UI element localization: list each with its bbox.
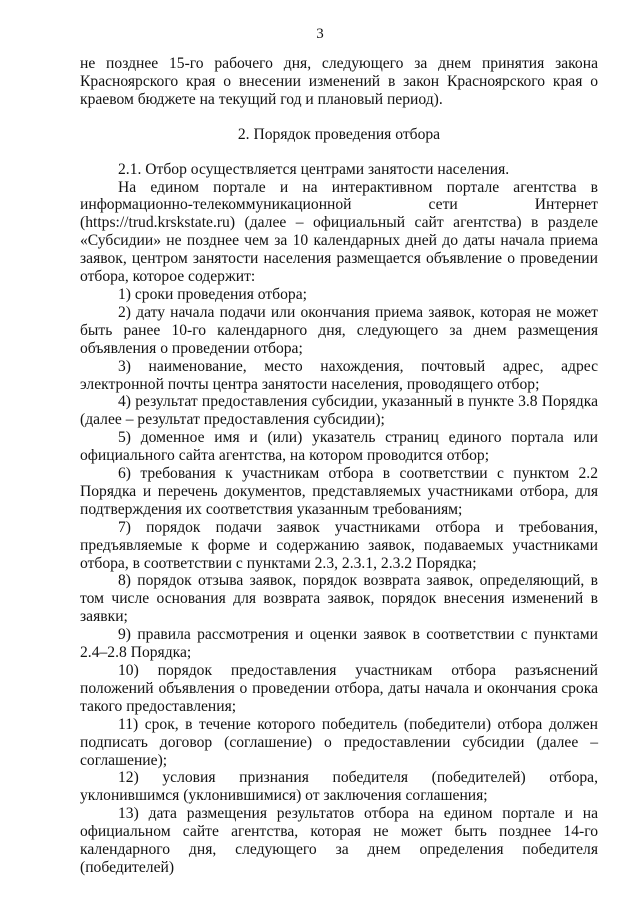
list-item-5: 5) доменное имя и (или) указатель страниц единого портала или официального сайта агентства, на котором проводится отбор; bbox=[80, 429, 598, 465]
list-item-1: 1) сроки проведения отбора; bbox=[118, 285, 307, 303]
paragraph-2-1: 2.1. Отбор осуществляется центрами занятости населения. bbox=[118, 160, 510, 178]
list-item-3: 3) наименование, место нахождения, почтовый адрес, адрес электронной почты центра занятости населения, проводящего отбор; bbox=[80, 357, 598, 393]
list-item-11: 11) срок, в течение которого победитель (победители) отбора должен подписать договор (соглашение) о предоставлении субсидии (далее – соглашение); bbox=[80, 715, 598, 769]
list-item-12: 12) условия признания победителя (победителей) отбора, уклонившимся (уклонившимися) от заключения соглашения; bbox=[80, 769, 598, 805]
list-item-9: 9) правила рассмотрения и оценки заявок в соответствии с пунктами 2.4–2.8 Порядка; bbox=[80, 626, 598, 662]
list-item-7: 7) порядок подачи заявок участниками отбора и требования, предъявляемые к форме и содержанию заявок, подаваемых участниками отбора, в соответствии с пунктами 2.3, 2.3.1, 2.3.2 Порядка; bbox=[80, 518, 598, 572]
section-heading: 2. Порядок проведения отбора bbox=[237, 125, 441, 143]
list-item-2: 2) дату начала подачи или окончания приема заявок, которая не может быть ранее 10-го календарного дня, следующего за днем размещения объявления о проведении отбора; bbox=[80, 303, 598, 357]
page-number: 3 bbox=[316, 26, 324, 42]
paragraph-announcement: На едином портале и на интерактивном портале агентства в информационно-телекоммуникационной сети Интернет (https://trud.krskstate.ru) (далее – официальный сайт агентства) в разделе «Субсидии» не позднее чем за 10 календарных дней до даты начала приема заявок, центром занятости населения размещается объявление о проведении отбора, которое содержит: bbox=[80, 178, 598, 286]
list-item-6: 6) требования к участникам отбора в соответствии с пунктом 2.2 Порядка и перечень документов, представляемых участниками отбора, для подтверждения их соответствия указанным требованиям; bbox=[80, 465, 598, 518]
list-item-10: 10) порядок предоставления участникам отбора разъяснений положений объявления о проведении отбора, даты начала и окончания срока такого предоставления; bbox=[80, 662, 598, 715]
list-item-13: 13) дата размещения результатов отбора на едином портале и на официальном сайте агентства, которая не может быть позднее 14-го календарного дня, следующего за днем определения победителя (победителей) bbox=[80, 805, 598, 876]
document-body bbox=[80, 55, 598, 877]
intro-paragraph: не позднее 15-го рабочего дня, следующего за днем принятия закона Красноярского края о внесении изменений в закон Красноярского края о краевом бюджете на текущий год и плановый период). bbox=[80, 55, 598, 108]
list-item-4: 4) результат предоставления субсидии, указанный в пункте 3.8 Порядка (далее – результат предоставления субсидии); bbox=[80, 393, 598, 429]
list-item-8: 8) порядок отзыва заявок, порядок возврата заявок, определяющий, в том числе основания для возврата заявок, порядок внесения изменений в заявки; bbox=[80, 572, 598, 626]
